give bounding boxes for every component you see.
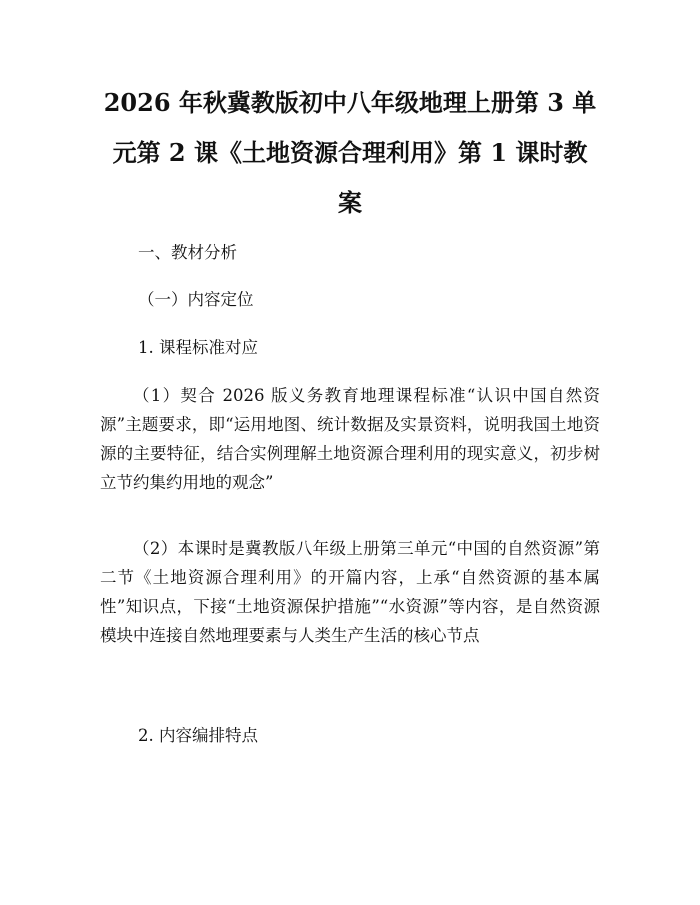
paragraph-standard-alignment: （1）契合 2026 版义务教育地理课程标准“认识中国自然资源”主题要求，即“运用地图、统计数据及实景资料，说明我国土地资源的主要特征，结合实例理解土地资源合理利用的现实意义，初步树立节约集约用地的观念” (100, 386, 600, 492)
item-heading-content-arrangement: 2. 内容编排特点 (138, 726, 258, 745)
item-heading-curriculum-standard: 1. 课程标准对应 (138, 338, 258, 357)
paragraph-lesson-position: （2）本课时是冀教版八年级上册第三单元“中国的自然资源”第二节《土地资源合理利用》的开篇内容，上承“自然资源的基本属性”知识点，下接“土地资源保护措施”“水资源”等内容，是自然资源模块中连接自然地理要素与人类生产生活的核心节点 (100, 539, 600, 645)
title-line-2: 元第 2 课《土地资源合理利用》第 1 课时教 (112, 138, 588, 167)
title-line-1: 2026 年秋冀教版初中八年级地理上册第 3 单 (103, 88, 597, 117)
subsection-heading-content-positioning: （一）内容定位 (138, 290, 254, 309)
title-line-3: 案 (338, 188, 362, 217)
section-heading-teaching-material-analysis: 一、教材分析 (138, 243, 237, 262)
document-title (100, 78, 600, 228)
